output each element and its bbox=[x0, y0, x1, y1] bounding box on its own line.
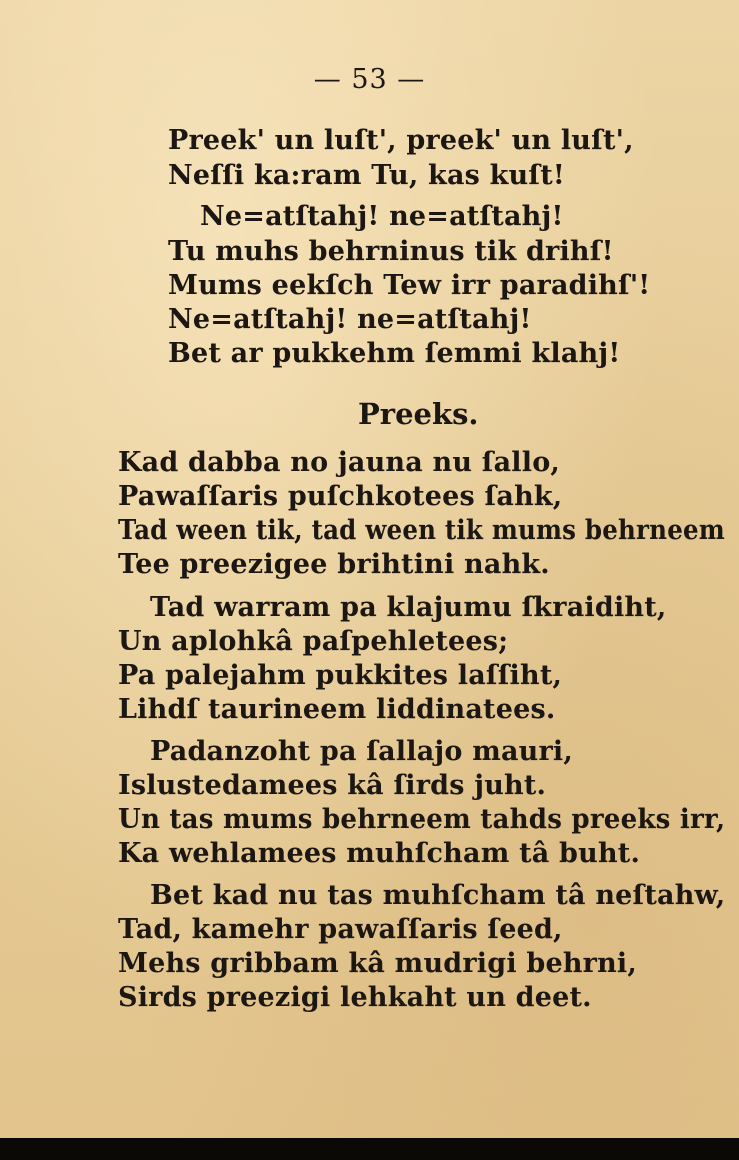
poem-2-line: Un tas mums behrneem tahds preeks irr, bbox=[118, 804, 726, 835]
poem-1-line: Bet ar pukkehm ſemmi klahj! bbox=[168, 338, 621, 369]
poem-2-line: Pawaſſaris puſchkotees ſahk, bbox=[118, 481, 563, 512]
poem-2-line: Tee preezigee brihtini nahk. bbox=[118, 549, 550, 580]
page-number: — 53 — bbox=[313, 64, 426, 95]
poem-2-line: Lihdſ taurineem liddinatees. bbox=[118, 694, 556, 725]
poem-2-line: Tad warram pa klajumu ſkraidiht, bbox=[150, 592, 667, 623]
poem-2-line: Pa palejahm pukkites laſſiht, bbox=[118, 660, 563, 691]
poem-2-line: Un aplohkâ paſpehletees; bbox=[118, 626, 509, 657]
poem-1-line: Mums eekſch Tew irr paradihſ'! bbox=[168, 270, 651, 301]
poem-1-line: Ne=atſtahj! ne=atſtahj! bbox=[200, 201, 564, 232]
page-bottom-edge bbox=[0, 1138, 739, 1160]
poem-2-line: Islustedamees kâ ſirds juht. bbox=[118, 770, 547, 801]
poem-1-line: Neſſi ka:ram Tu, kas kuſt! bbox=[168, 160, 565, 191]
poem-1-line: Preek' un luſt', preek' un luſt', bbox=[168, 125, 634, 156]
poem-2-line: Sirds preezigi lehkaht un deet. bbox=[118, 982, 592, 1013]
poem-2-line: Padanzoht pa ſallajo mauri, bbox=[150, 736, 573, 767]
poem-1-line: Ne=atſtahj! ne=atſtahj! bbox=[168, 304, 532, 335]
poem-2-line: Tad, kamehr pawaſſaris ſeed, bbox=[118, 914, 563, 945]
poem-2-line: Mehs gribbam kâ mudrigi behrni, bbox=[118, 948, 637, 979]
poem-2-line: Tad ween tik, tad ween tik mums behrneem bbox=[118, 515, 725, 546]
poem-2-line: Bet kad nu tas muhſcham tâ neſtahw, bbox=[150, 880, 726, 911]
poem-2-line: Ka wehlamees muhſcham tâ buht. bbox=[118, 838, 641, 869]
poem-2-line: Kad dabba no jauna nu ſallo, bbox=[118, 447, 561, 478]
poem-title: Preeks. bbox=[358, 397, 479, 431]
poem-1-line: Tu muhs behrninus tik drihſ! bbox=[168, 236, 614, 267]
